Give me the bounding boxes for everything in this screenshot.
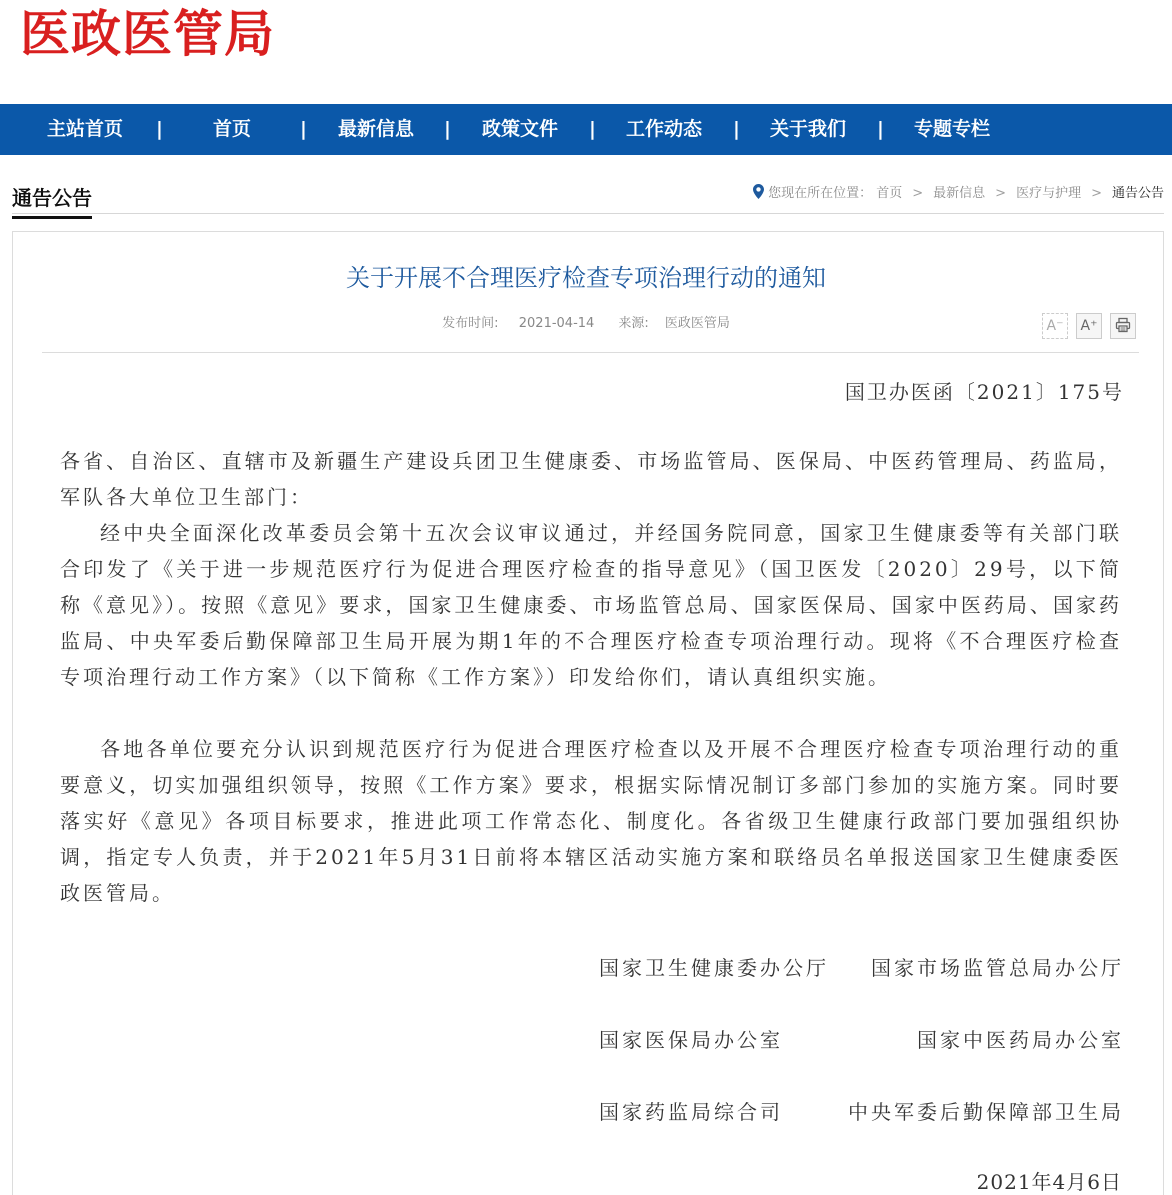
location-pin-icon	[753, 184, 764, 203]
nav-separator: |	[300, 118, 307, 140]
print-icon	[1115, 318, 1131, 334]
article-meta	[0, 312, 1172, 331]
nav-separator: |	[877, 118, 884, 140]
signature-nhsa-office: 国家医保局办公室	[599, 1028, 783, 1052]
nav-separator: |	[733, 118, 740, 140]
print-button[interactable]	[1110, 313, 1136, 339]
nav-item-main-home[interactable]: 主站首页	[46, 118, 123, 140]
article-tools	[1034, 313, 1136, 339]
nav-item-work-updates[interactable]: 工作动态	[625, 118, 702, 140]
breadcrumb-separator: >	[912, 186, 924, 201]
font-decrease-button[interactable]: A⁻	[1042, 313, 1068, 339]
breadcrumb-separator: >	[995, 186, 1007, 201]
section-title: 通告公告	[12, 182, 92, 219]
title-divider	[42, 352, 1139, 353]
document-date: 2021年4月6日	[976, 1170, 1122, 1194]
article-paragraph-2: 各地各单位要充分认识到规范医疗行为促进合理医疗检查以及开展不合理医疗检查专项治理行动的重要意义，切实加强组织领导，按照《工作方案》要求，根据实际情况制订多部门参加的实施方案。同时要落实好《意见》各项目标要求，推进此项工作常态化、制度化。各省级卫生健康行政部门要加强组织协调，指定专人负责，并于2021年5月31日前将本辖区活动实施方案和联络员名单报送国家卫生健康委医政医管局。	[60, 737, 1122, 905]
nav-separator: |	[156, 118, 163, 140]
breadcrumb-home[interactable]: 首页	[876, 186, 903, 201]
signature-nmpa-department: 国家药监局综合司	[599, 1100, 783, 1124]
main-navigation	[0, 104, 1172, 155]
breadcrumb	[753, 182, 1164, 203]
nav-item-special-topics[interactable]: 专题专栏	[913, 118, 990, 140]
nav-separator: |	[589, 118, 596, 140]
breadcrumb-separator: >	[1091, 186, 1102, 201]
nav-item-about-us[interactable]: 关于我们	[769, 118, 846, 140]
source-value: 医政医管局	[664, 316, 730, 331]
breadcrumb-medical-nursing[interactable]: 医疗与护理	[1016, 186, 1082, 201]
signature-nhc-office: 国家卫生健康委办公厅	[599, 956, 829, 980]
article-title: 关于开展不合理医疗检查专项治理行动的通知	[346, 264, 826, 292]
document-number: 国卫办医函〔2021〕175号	[844, 380, 1124, 404]
nav-separator: |	[444, 118, 451, 140]
breadcrumb-current[interactable]: 通告公告	[1111, 186, 1164, 201]
article-paragraph-addressees: 各省、自治区、直辖市及新疆生产建设兵团卫生健康委、市场监管局、医保局、中医药管理局、药监局，军队各大单位卫生部门：	[60, 449, 1122, 509]
signature-natcm-office: 国家中医药局办公室	[917, 1028, 1124, 1052]
site-logo[interactable]: 医政医管局	[20, 5, 275, 63]
breadcrumb-prefix: 您现在所在位置：	[768, 186, 873, 201]
source-label: 来源:	[618, 316, 649, 331]
publish-label: 发布时间:	[442, 316, 499, 331]
nav-item-policy-docs[interactable]: 政策文件	[481, 118, 558, 140]
article-paragraph-1: 经中央全面深化改革委员会第十五次会议审议通过，并经国务院同意，国家卫生健康委等有关部门联合印发了《关于进一步规范医疗行为促进合理医疗检查的指导意见》（国卫医发〔2020〕29号，以下简称《意见》）。按照《意见》要求，国家卫生健康委、市场监管总局、国家医保局、国家中医药局、国家药监局、中央军委后勤保障部卫生局开展为期1年的不合理医疗检查专项治理行动。现将《不合理医疗检查专项治理行动工作方案》（以下简称《工作方案》）印发给你们，请认真组织实施。	[60, 521, 1122, 689]
font-increase-button[interactable]: A⁺	[1076, 313, 1102, 339]
breadcrumb-latest-info[interactable]: 最新信息	[933, 186, 986, 201]
signature-cmc-health-bureau: 中央军委后勤保障部卫生局	[848, 1100, 1124, 1124]
publish-date: 2021-04-14	[518, 316, 595, 331]
signature-samr-office: 国家市场监管总局办公厅	[871, 956, 1124, 980]
nav-item-home[interactable]: 首页	[212, 118, 251, 140]
nav-item-latest-info[interactable]: 最新信息	[337, 118, 414, 140]
section-header	[12, 176, 1164, 214]
